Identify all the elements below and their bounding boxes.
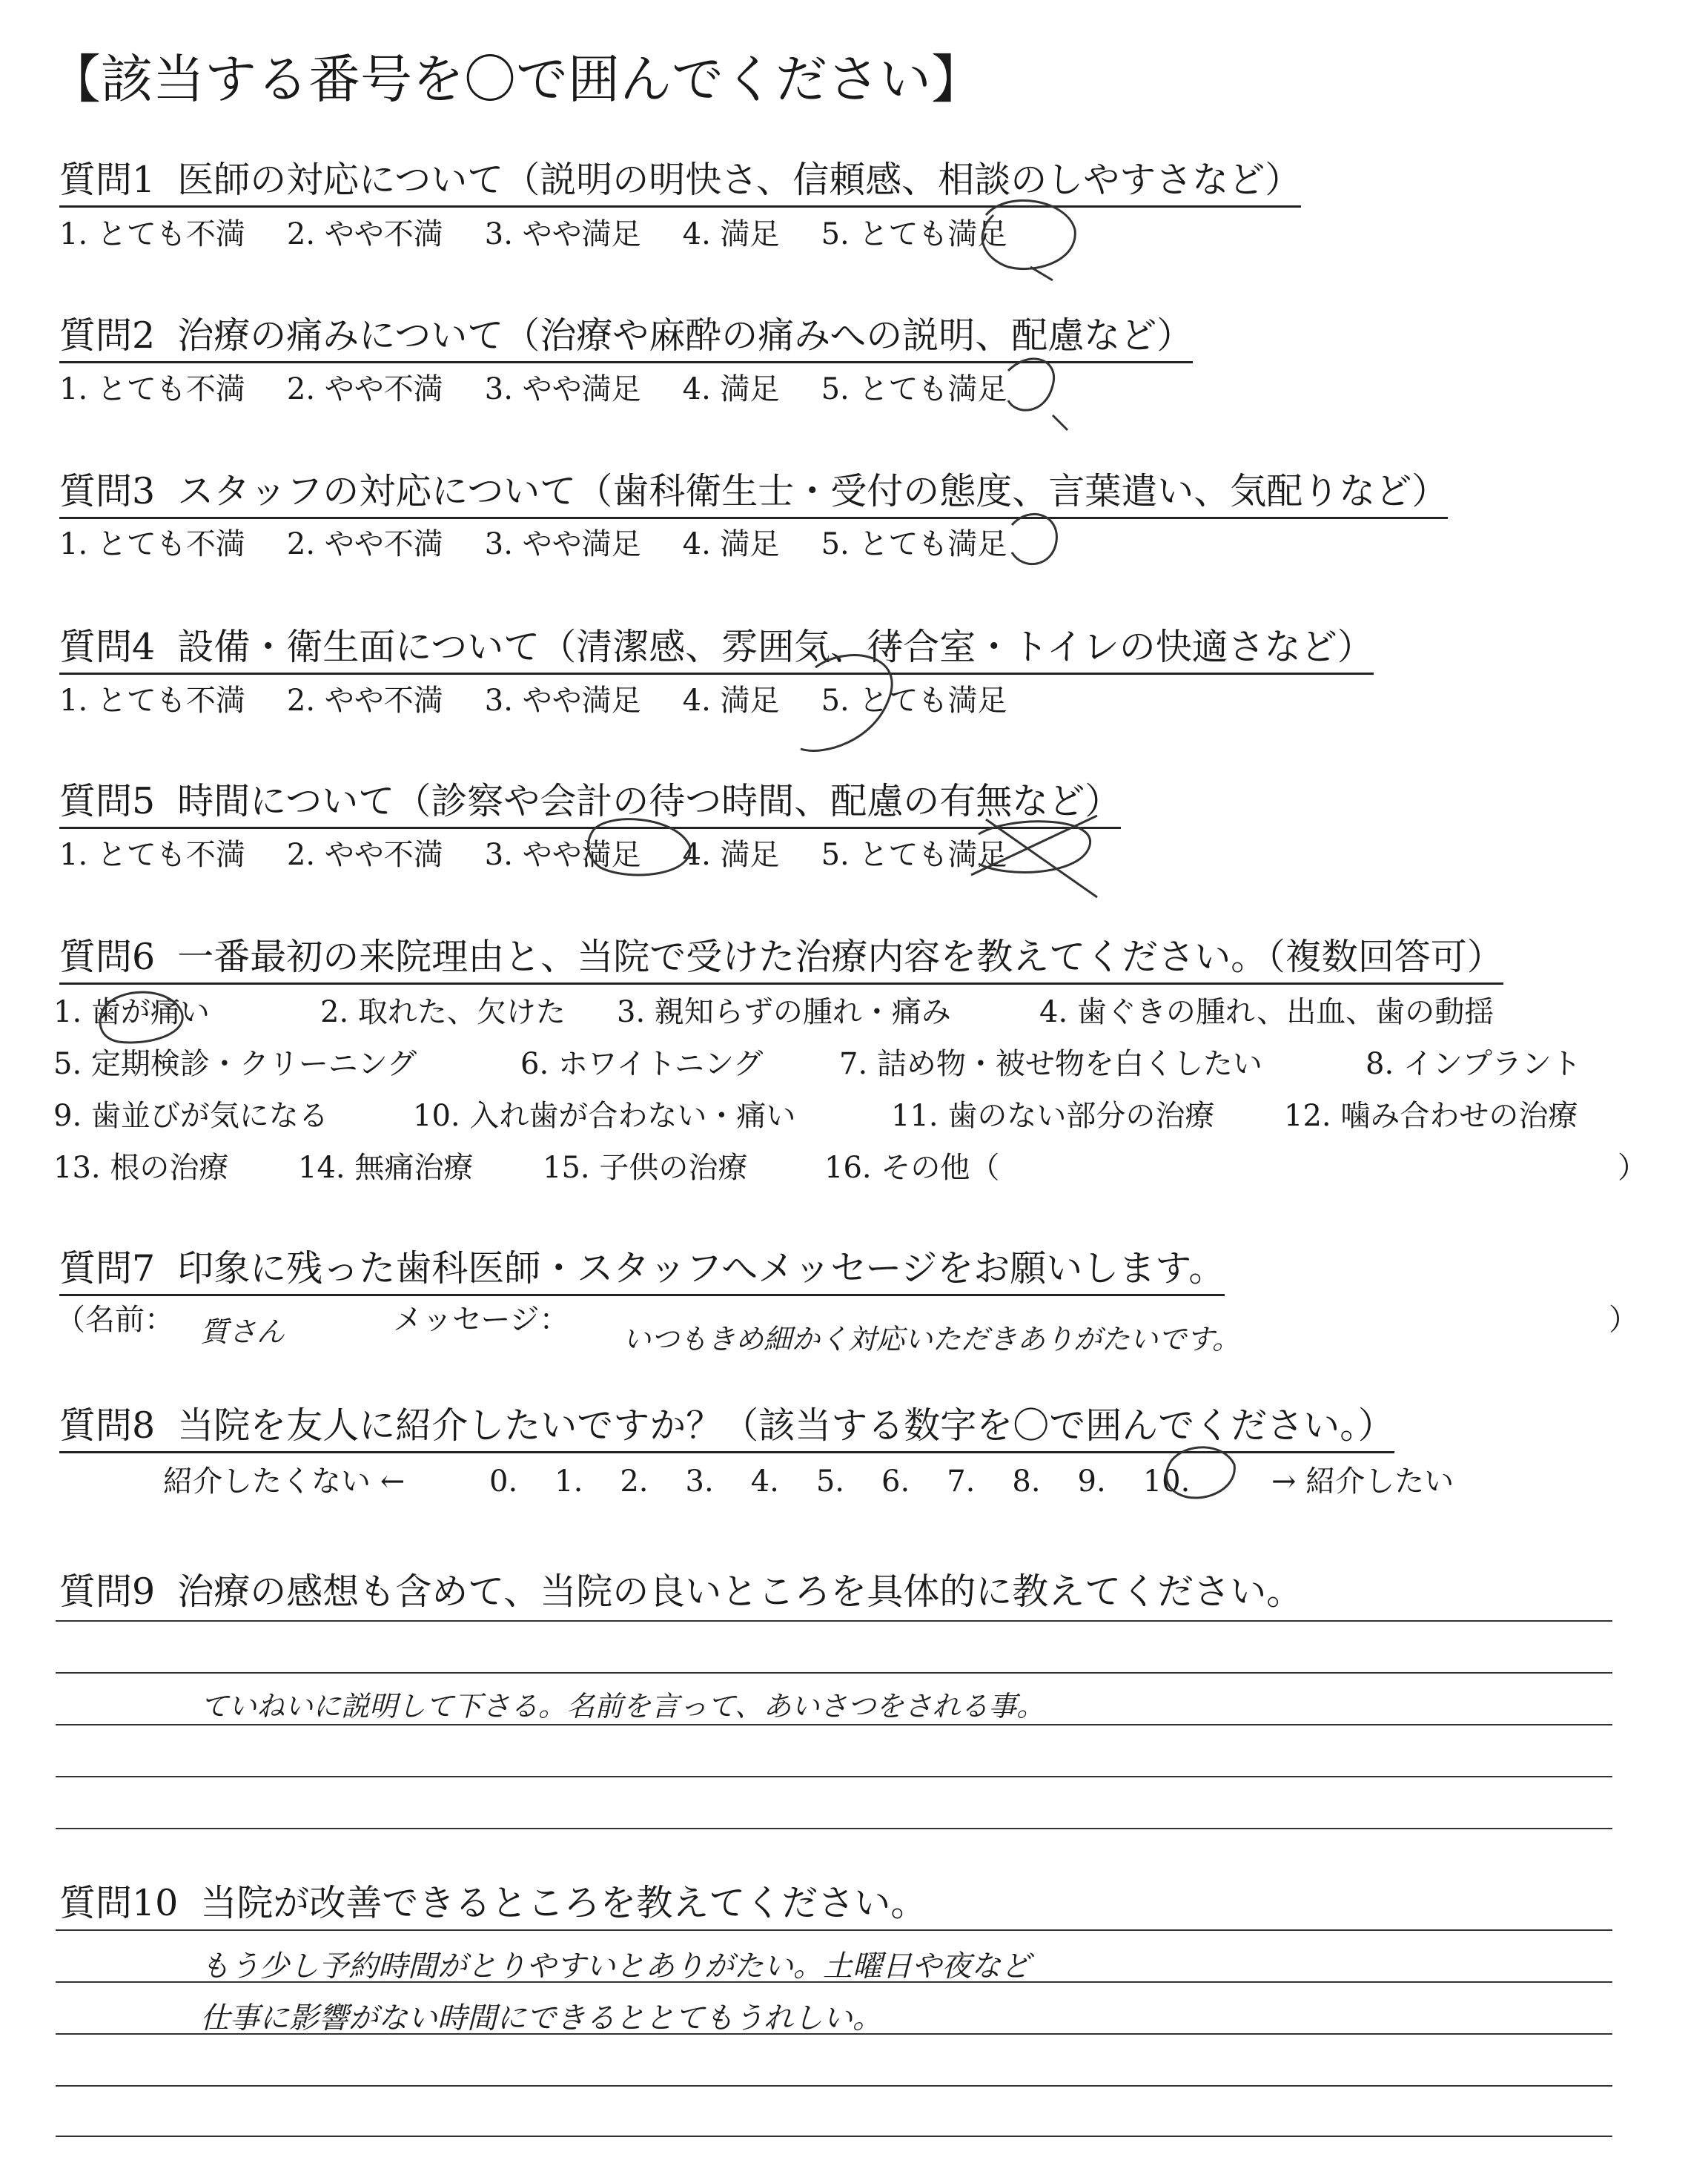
question-6-row-2 <box>53 1049 1647 1101</box>
question-10-label: 質問10 <box>59 1882 179 1924</box>
option-2[interactable]: 2. やや不満 <box>286 527 443 561</box>
question-3 <box>59 470 1449 519</box>
question-6-text: 一番最初の来院理由と、当院で受けた治療内容を教えてください。（複数回答可） <box>177 936 1503 978</box>
scale-0[interactable]: 0. <box>489 1464 518 1499</box>
question-4-text: 設備・衛生面について（清潔感、雰囲気、待合室・トイレの快適さなど） <box>177 626 1374 668</box>
option-14[interactable]: 14. 無痛治療 <box>298 1151 474 1185</box>
q7-message-value[interactable]: いつもきめ細かく対応いただきありがたいです。 <box>623 1323 1240 1355</box>
option-4[interactable]: 4. 満足 <box>682 838 780 872</box>
option-3[interactable]: 3. やや満足 <box>484 372 641 406</box>
scale-8[interactable]: 8. <box>1012 1464 1041 1499</box>
option-9[interactable]: 9. 歯並びが気になる <box>53 1099 328 1133</box>
answer-line <box>56 1672 1612 1674</box>
question-4-label: 質問4 <box>59 626 156 668</box>
question-5-text: 時間について（診察や会計の待つ時間、配慮の有無など） <box>177 780 1122 822</box>
option-5[interactable]: 5. とても満足 <box>821 838 1007 872</box>
option-2[interactable]: 2. やや不満 <box>286 217 443 251</box>
question-2-label: 質問2 <box>59 314 156 357</box>
question-2 <box>59 314 1194 363</box>
question-1-text: 医師の対応について（説明の明快さ、信頼感、相談のしやすさなど） <box>177 159 1302 201</box>
q7-name-value[interactable]: 質さん <box>200 1315 285 1348</box>
scale-9[interactable]: 9. <box>1077 1464 1106 1499</box>
question-7-heading <box>59 1247 1225 1296</box>
question-10-text: 当院が改善できるところを教えてください。 <box>200 1882 927 1924</box>
question-2-options <box>59 374 1048 404</box>
question-1-label: 質問1 <box>59 159 156 201</box>
option-3[interactable]: 3. やや満足 <box>484 217 641 251</box>
option-3[interactable]: 3. やや満足 <box>484 838 641 872</box>
option-4[interactable]: 4. 満足 <box>682 217 780 251</box>
answer-line <box>56 1929 1612 1931</box>
question-1-options <box>59 219 1048 249</box>
question-8-label: 質問8 <box>59 1404 156 1447</box>
question-3-heading <box>59 470 1449 519</box>
question-6-row-3 <box>53 1101 1647 1153</box>
option-4[interactable]: 4. 満足 <box>682 684 780 718</box>
scale-1[interactable]: 1. <box>555 1464 583 1499</box>
q10-answer-line-2[interactable]: 仕事に影響がない時間にできるととてもうれしい。 <box>200 2001 882 2035</box>
option-10[interactable]: 10. 入れ歯が合わない・痛い <box>413 1099 796 1133</box>
question-10 <box>59 1875 927 1926</box>
scale-4[interactable]: 4. <box>750 1464 779 1499</box>
q8-right-label: → 紹介したい <box>1271 1464 1454 1499</box>
option-4[interactable]: 4. 歯ぐきの腫れ、出血、歯の動揺 <box>1039 995 1494 1029</box>
q10-answer-line-1[interactable]: もう少し予約時間がとりやすいとありがたい。土曜日や夜など <box>200 1949 1030 1984</box>
scale-7[interactable]: 7. <box>947 1464 976 1499</box>
option-6[interactable]: 6. ホワイトニング <box>520 1047 764 1081</box>
answer-line <box>56 2085 1612 2087</box>
question-9 <box>59 1563 1302 1615</box>
option-4[interactable]: 4. 満足 <box>682 527 780 561</box>
option-1[interactable]: 1. とても不満 <box>59 372 245 406</box>
option-12[interactable]: 12. 噛み合わせの治療 <box>1284 1099 1578 1133</box>
page-title: 【該当する番号を〇で囲んでください】 <box>49 49 983 110</box>
question-7-label: 質問7 <box>59 1247 156 1289</box>
option-15[interactable]: 15. 子供の治療 <box>543 1151 748 1185</box>
question-10-heading <box>59 1875 927 1926</box>
scale-10[interactable]: 10. <box>1142 1464 1191 1499</box>
question-6-row-4 <box>53 1153 1647 1205</box>
question-5 <box>59 780 1122 829</box>
question-8-text: 当院を友人に紹介したいですか？（該当する数字を〇で囲んでください。） <box>177 1404 1394 1447</box>
option-2[interactable]: 2. 取れた、欠けた <box>320 995 566 1029</box>
option-1[interactable]: 1. 歯が痛い <box>53 995 210 1029</box>
question-7 <box>59 1247 1225 1296</box>
option-2[interactable]: 2. やや不満 <box>286 838 443 872</box>
q7-close-paren: ） <box>1609 1303 1638 1337</box>
option-5[interactable]: 5. とても満足 <box>821 217 1007 251</box>
option-3[interactable]: 3. やや満足 <box>484 527 641 561</box>
question-3-options <box>59 529 1048 559</box>
question-2-heading <box>59 314 1194 363</box>
question-6-heading <box>59 936 1503 985</box>
q8-scale <box>489 1464 1219 1499</box>
q7-message-label: メッセージ： <box>393 1303 569 1337</box>
question-5-heading <box>59 780 1122 829</box>
option-5[interactable]: 5. とても満足 <box>821 684 1007 718</box>
question-3-text: スタッフの対応について（歯科衛生士・受付の態度、言葉遣い、気配りなど） <box>177 470 1449 512</box>
question-8-heading <box>59 1404 1394 1453</box>
other-close-paren: ） <box>1618 1151 1647 1185</box>
question-9-heading <box>59 1563 1302 1615</box>
question-1 <box>59 159 1302 208</box>
scale-6[interactable]: 6. <box>881 1464 910 1499</box>
question-5-options <box>59 840 1048 870</box>
q9-answer[interactable]: ていねいに説明して下さる。名前を言って、あいさつをされる事。 <box>200 1690 1045 1723</box>
question-6-label: 質問6 <box>59 936 156 978</box>
question-9-label: 質問9 <box>59 1571 156 1613</box>
answer-line <box>56 1828 1612 1829</box>
option-2[interactable]: 2. やや不満 <box>286 372 443 406</box>
q7-name-label: （名前： <box>56 1303 174 1337</box>
option-1[interactable]: 1. とても不満 <box>59 217 245 251</box>
answer-line <box>56 1724 1612 1725</box>
answer-line <box>56 1776 1612 1777</box>
question-6-row-1 <box>53 997 1647 1049</box>
option-8[interactable]: 8. インプラント <box>1366 1047 1581 1081</box>
option-2[interactable]: 2. やや不満 <box>286 684 443 718</box>
scale-2[interactable]: 2. <box>620 1464 649 1499</box>
option-3[interactable]: 3. やや満足 <box>484 684 641 718</box>
q8-left-label: 紹介したくない ← <box>163 1464 406 1499</box>
question-4-heading <box>59 626 1374 675</box>
option-11[interactable]: 11. 歯のない部分の治療 <box>891 1099 1215 1133</box>
option-1[interactable]: 1. とても不満 <box>59 684 245 718</box>
option-13[interactable]: 13. 根の治療 <box>53 1151 229 1185</box>
question-4-options <box>59 686 1048 716</box>
question-2-text: 治療の痛みについて（治療や麻酔の痛みへの説明、配慮など） <box>177 314 1194 357</box>
option-7[interactable]: 7. 詰め物・被せ物を白くしたい <box>839 1047 1262 1081</box>
option-5[interactable]: 5. 定期検診・クリーニング <box>53 1047 417 1081</box>
question-7-text: 印象に残った歯科医師・スタッフへメッセージをお願いします。 <box>177 1247 1225 1289</box>
option-5[interactable]: 5. とても満足 <box>821 527 1007 561</box>
question-6 <box>59 936 1503 985</box>
option-1[interactable]: 1. とても不満 <box>59 527 245 561</box>
option-1[interactable]: 1. とても不満 <box>59 838 245 872</box>
answer-line <box>56 1620 1612 1622</box>
question-3-label: 質問3 <box>59 470 156 512</box>
option-5[interactable]: 5. とても満足 <box>821 372 1007 406</box>
question-5-label: 質問5 <box>59 780 156 822</box>
question-4 <box>59 626 1374 675</box>
scale-5[interactable]: 5. <box>815 1464 845 1499</box>
option-16[interactable]: 16. その他（ <box>824 1151 1000 1185</box>
answer-line <box>56 2136 1612 2137</box>
question-1-heading <box>59 159 1302 208</box>
option-4[interactable]: 4. 満足 <box>682 372 780 406</box>
question-8 <box>59 1404 1394 1453</box>
option-3[interactable]: 3. 親知らずの腫れ・痛み <box>617 995 951 1029</box>
question-9-text: 治療の感想も含めて、当院の良いところを具体的に教えてください。 <box>177 1571 1303 1613</box>
scale-3[interactable]: 3. <box>685 1464 714 1499</box>
question-6-options <box>53 997 1647 1205</box>
